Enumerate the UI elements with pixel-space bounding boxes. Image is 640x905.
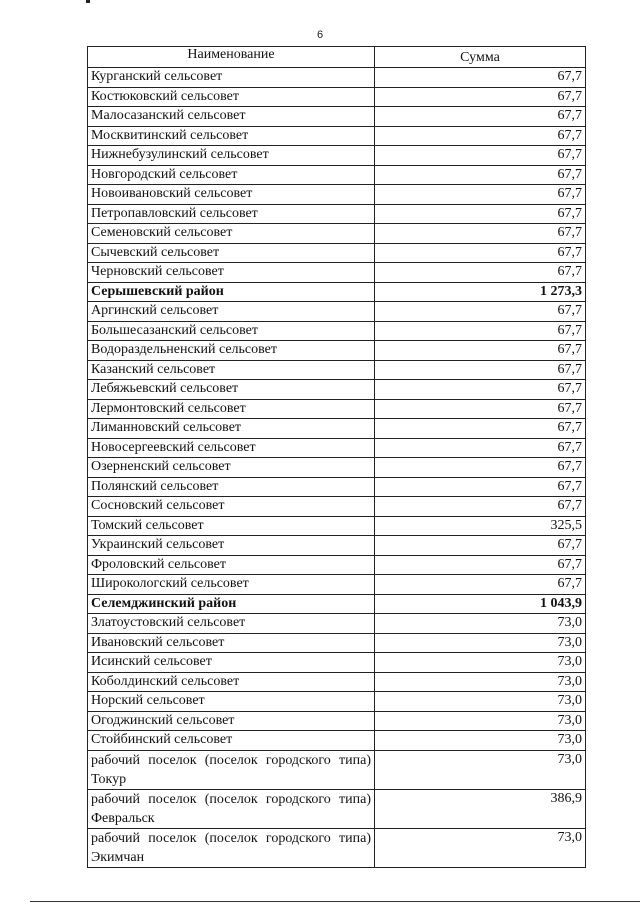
table-row: [88, 516, 586, 536]
table-row: [88, 614, 586, 634]
table-row: [88, 438, 586, 458]
row-sum: 67,7: [375, 360, 586, 380]
row-name: Большесазанский сельсовет: [88, 321, 375, 341]
table-row: [88, 263, 586, 283]
row-sum: 73,0: [375, 750, 586, 789]
row-sum: 67,7: [375, 68, 586, 88]
table-row: [88, 497, 586, 517]
table-row: [88, 789, 586, 828]
row-name: Селемджинский район: [88, 594, 375, 614]
table-row: [88, 731, 586, 751]
row-sum: 67,7: [375, 224, 586, 244]
row-name: рабочий поселок (поселок городского типа) Экимчан: [88, 828, 375, 867]
row-sum: 67,7: [375, 107, 586, 127]
row-sum: 67,7: [375, 165, 586, 185]
table-row: [88, 185, 586, 205]
table-row: [88, 107, 586, 127]
row-name: рабочий поселок (поселок городского типа) Февральск: [88, 789, 375, 828]
row-sum: 67,7: [375, 399, 586, 419]
table-row: [88, 146, 586, 166]
row-name: Нижнебузулинский сельсовет: [88, 146, 375, 166]
row-sum: 67,7: [375, 419, 586, 439]
row-sum: 67,7: [375, 555, 586, 575]
table-row: [88, 360, 586, 380]
row-sum: 67,7: [375, 126, 586, 146]
row-sum: 67,7: [375, 477, 586, 497]
row-sum: 67,7: [375, 263, 586, 283]
row-sum: 325,5: [375, 516, 586, 536]
table-row: [88, 399, 586, 419]
row-sum: 67,7: [375, 185, 586, 205]
table-row: [88, 536, 586, 556]
table-row: [88, 692, 586, 712]
row-name: Лебяжьевский сельсовет: [88, 380, 375, 400]
row-name: Украинский сельсовет: [88, 536, 375, 556]
row-name: Серышевский район: [88, 282, 375, 302]
table-row: [88, 750, 586, 789]
row-name: Лермонтовский сельсовет: [88, 399, 375, 419]
row-sum: 67,7: [375, 438, 586, 458]
row-name: Новоивановский сельсовет: [88, 185, 375, 205]
table-row: [88, 458, 586, 478]
row-name: Аргинский сельсовет: [88, 302, 375, 322]
table-row: [88, 87, 586, 107]
table-row: [88, 302, 586, 322]
row-name: Сосновский сельсовет: [88, 497, 375, 517]
row-sum: 67,7: [375, 380, 586, 400]
row-name: Ивановский сельсовет: [88, 633, 375, 653]
row-name: Коболдинский сельсовет: [88, 672, 375, 692]
row-sum: 67,7: [375, 575, 586, 595]
row-name: Фроловский сельсовет: [88, 555, 375, 575]
row-name: Стойбинский сельсовет: [88, 731, 375, 751]
row-name: Полянский сельсовет: [88, 477, 375, 497]
district-total-row: [88, 282, 586, 302]
row-sum: 73,0: [375, 653, 586, 673]
header-sum: Сумма: [375, 47, 586, 68]
page-number: 6: [316, 29, 324, 41]
table-row: [88, 224, 586, 244]
table-row: [88, 828, 586, 867]
row-sum: 67,7: [375, 204, 586, 224]
row-name: Казанский сельсовет: [88, 360, 375, 380]
row-name: Широкологский сельсовет: [88, 575, 375, 595]
row-sum: 73,0: [375, 731, 586, 751]
table-row: [88, 555, 586, 575]
header-name: Наименование: [88, 47, 375, 68]
row-sum: 67,7: [375, 321, 586, 341]
table-row: [88, 341, 586, 361]
table-row: [88, 575, 586, 595]
row-name: Норский сельсовет: [88, 692, 375, 712]
row-name: Новгородский сельсовет: [88, 165, 375, 185]
row-name: Исинский сельсовет: [88, 653, 375, 673]
row-sum: 67,7: [375, 146, 586, 166]
row-sum: 1 273,3: [375, 282, 586, 302]
row-sum: 67,7: [375, 497, 586, 517]
table-row: [88, 653, 586, 673]
row-name: Огоджинский сельсовет: [88, 711, 375, 731]
row-sum: 67,7: [375, 536, 586, 556]
row-sum: 67,7: [375, 458, 586, 478]
row-name: Златоустовский сельсовет: [88, 614, 375, 634]
row-sum: 67,7: [375, 341, 586, 361]
table-row: [88, 165, 586, 185]
table-row: [88, 380, 586, 400]
row-name: Москвитинский сельсовет: [88, 126, 375, 146]
row-name: Семеновский сельсовет: [88, 224, 375, 244]
table-row: [88, 68, 586, 88]
row-name: Курганский сельсовет: [88, 68, 375, 88]
row-sum: 73,0: [375, 711, 586, 731]
row-sum: 73,0: [375, 672, 586, 692]
table-row: [88, 711, 586, 731]
budget-table: [87, 46, 586, 868]
table-row: [88, 126, 586, 146]
row-name: Лиманновский сельсовет: [88, 419, 375, 439]
row-sum: 386,9: [375, 789, 586, 828]
district-total-row: [88, 594, 586, 614]
table-row: [88, 633, 586, 653]
table-row: [88, 321, 586, 341]
scan-mark: [86, 0, 90, 3]
row-sum: 73,0: [375, 633, 586, 653]
bottom-rule: [30, 901, 640, 902]
table-row: [88, 204, 586, 224]
row-name: Малосазанский сельсовет: [88, 107, 375, 127]
row-name: Костюковский сельсовет: [88, 87, 375, 107]
row-sum: 1 043,9: [375, 594, 586, 614]
table-row: [88, 419, 586, 439]
row-name: Черновский сельсовет: [88, 263, 375, 283]
row-name: Водораздельненский сельсовет: [88, 341, 375, 361]
row-name: Сычевский сельсовет: [88, 243, 375, 263]
row-name: рабочий поселок (поселок городского типа) Токур: [88, 750, 375, 789]
row-name: Новосергеевский сельсовет: [88, 438, 375, 458]
table-header-row: [88, 47, 586, 68]
row-sum: 73,0: [375, 828, 586, 867]
table-row: [88, 477, 586, 497]
row-sum: 67,7: [375, 302, 586, 322]
row-name: Петропавловский сельсовет: [88, 204, 375, 224]
row-sum: 67,7: [375, 243, 586, 263]
table-row: [88, 672, 586, 692]
row-sum: 73,0: [375, 614, 586, 634]
row-name: Озерненский сельсовет: [88, 458, 375, 478]
row-sum: 67,7: [375, 87, 586, 107]
row-sum: 73,0: [375, 692, 586, 712]
row-name: Томский сельсовет: [88, 516, 375, 536]
table-row: [88, 243, 586, 263]
